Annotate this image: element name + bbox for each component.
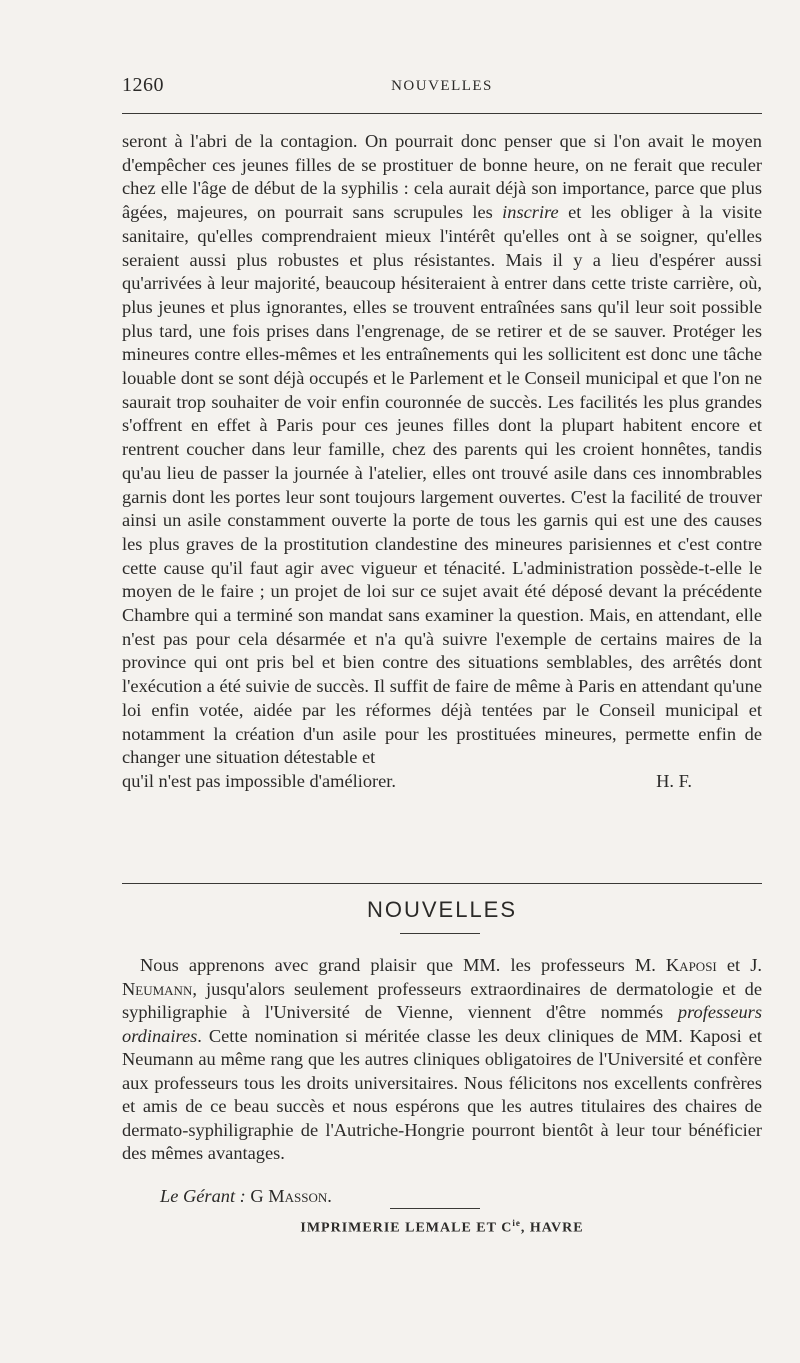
news-text-2: et J. — [716, 955, 762, 975]
article-body — [122, 130, 762, 794]
imprint-sup: ie — [512, 1218, 521, 1228]
section-divider — [122, 883, 762, 884]
news-paragraph — [122, 954, 762, 1166]
gerant-end: . — [327, 1186, 332, 1206]
imprint-text-a: IMPRIMERIE LEMALE ET C — [300, 1220, 513, 1236]
footer-rule — [390, 1208, 480, 1209]
gerant-name: Masson — [268, 1186, 328, 1206]
imprint-text-b: , HAVRE — [520, 1220, 584, 1236]
news-text-1: Nous apprenons avec grand plaisir que MM. les professeurs M. — [140, 955, 666, 975]
news-section-title: NOUVELLES — [366, 897, 518, 922]
news-italic: professeurs ordinaires — [122, 1002, 762, 1046]
news-body — [122, 954, 762, 1166]
article-text-b: et les obliger à la visite sanitaire, qu'elles comprendraient mieux l'intérêt qu'elles ont à se soigner, qu'elles seraient aussi plus robustes et plus résistantes. Mais il y a lieu d'espérer aussi qu'arrivées à leur majorité, beaucoup hésiteraient à entrer dans cette triste carrière, où, plus jeunes et plus ignorantes, elles se trouvent entraînées sans qu'il leur soit possible plus tard, une fois prises dans l'engrenage, de se retirer et de se sauver. Protéger les mineures contre elles-mêmes et les entraînements qui les sollicitent est donc une tâche louable dont se sont déjà occupés et le Parlement et le Conseil municipal et que l'on ne saurait trop souhaiter de voir enfin couronnée de succès. Les facilités les plus grandes s'offrent en effet à Paris pour ces jeunes filles dont la plupart habitent encore et rentrent coucher dans leur famille, chez des parents qui les croient honnêtes, tandis qu'au lieu de passer la journée à l'atelier, elles ont trouvé asile dans ces innombrables garnis dont les portes leur sont toujours largement ouvertes. C'est la facilité de trouver ainsi un asile constamment ouverte la porte de tous les garnis qui est une des causes les plus graves de la prostitution clandestine des mineures parisiennes et c'est contre cette cause qu'il faut agir avec vigueur et ténacité. L'administration possède-t-elle le moyen de le faire ; un projet de loi sur ce sujet avait été déposé devant la précédente Chambre qui a terminé son mandat sans examiner la question. Mais, en attendant, elle n'est pas pour cela désarmée et n'a qu'à suivre l'exemple de certains maires de la province qui ont pris bel et bien contre des situations semblables, des arrêtés dont l'exécution a été suivie de succès. Il suffit de faire de même à Paris en attendant qu'une loi enfin votée, aidée par les réformes déjà tentées par le Conseil municipal et notamment la création d'un asile pour les prostituées mineures, permette enfin de changer une situation détestable et — [122, 202, 762, 768]
news-text-3: , jusqu'alors seulement professeurs extraordinaires de dermatologie et de syphiligraphie à l'Université de Vienne, viennent d'être nommés — [122, 978, 762, 1022]
gerant-initial: G — [245, 1186, 269, 1206]
article-text-a: seront à l'abri de la contagion. On pourrait donc penser que si l'on avait le moyen d'empêcher ces jeunes filles de se prostituer de bonne heure, on ne ferait que reculer chez elle l'âge de début de la syphilis : cela aurait déjà son importance, parce que plus âgées, majeures, on pourrait sans scrupules les — [122, 131, 762, 223]
news-name-neumann: Neumann — [122, 978, 193, 999]
header-rule — [122, 113, 762, 114]
article-paragraph — [122, 130, 762, 770]
article-italic-word: inscrire — [502, 202, 559, 223]
printer-imprint — [122, 1218, 762, 1237]
page-header — [122, 74, 762, 104]
title-underline — [400, 933, 480, 934]
gerant-label: Le Gérant : — [160, 1186, 246, 1206]
news-name-kaposi: Kaposi — [665, 955, 717, 975]
article-last-line: qu'il n'est pas impossible d'améliorer. — [122, 770, 397, 791]
news-text-4: . Cette nomination si méritée classe les deux cliniques de MM. Kaposi et Neumann au même rang que les autres cliniques obligatoires de l'Université et confère aux professeurs tous les droits universitaires. Nous félicitons nos excellents confrères et amis de ce beau succès et nous espérons que les autres titulaires des chaires de dermato-syphiligraphie de l'Autriche-Hongrie pourront bientôt à leur tour bénéficier des mêmes avantages. — [122, 1025, 762, 1163]
gerant-line — [160, 1186, 332, 1207]
page-number: 1260 — [122, 74, 164, 96]
running-head: NOUVELLES — [391, 78, 493, 94]
article-signature: H. F. — [656, 770, 692, 791]
article-closing-line — [122, 770, 762, 794]
